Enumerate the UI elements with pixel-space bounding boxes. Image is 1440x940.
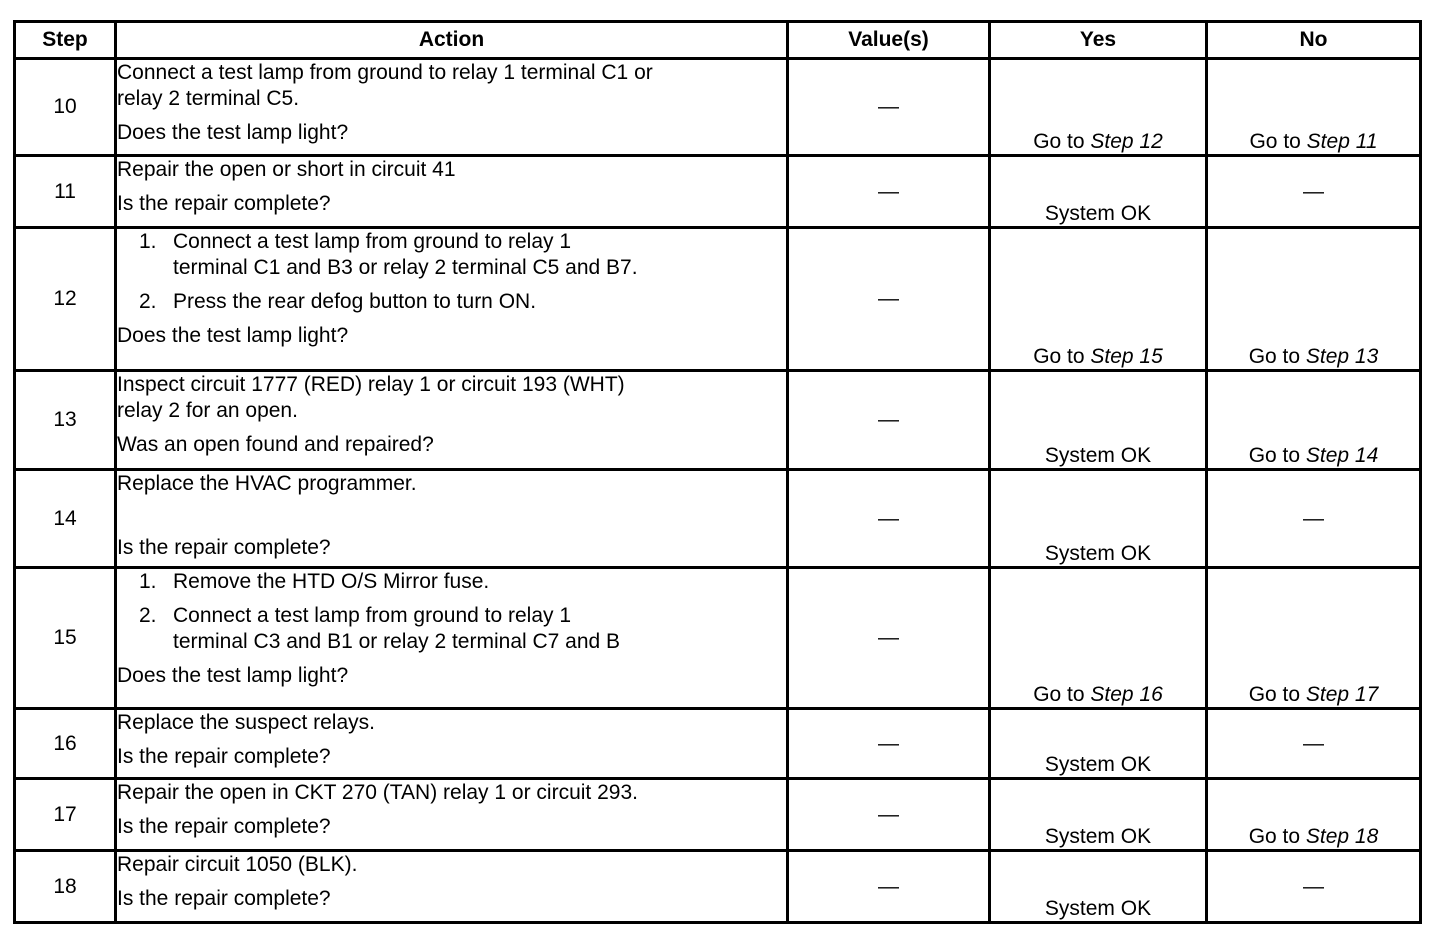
item-text: Connect a test lamp from ground to relay 1 (173, 230, 572, 253)
action-question: Is the repair complete? (117, 745, 331, 768)
value-cell: — (788, 709, 990, 779)
value-cell: — (788, 156, 990, 228)
action-text: Repair the open in CKT 270 (TAN) relay 1 or circuit 293. (117, 781, 638, 804)
item-number: 1. (139, 570, 157, 593)
no-cell (1207, 371, 1421, 470)
step-number: 11 (15, 156, 116, 228)
step-number: 16 (15, 709, 116, 779)
numbered-item (117, 603, 786, 655)
table-row (15, 851, 1421, 923)
table-row (15, 228, 1421, 371)
action-text: Connect a test lamp from ground to relay 1 terminal C1 or (117, 61, 653, 84)
item-text: Press the rear defog button to turn ON. (173, 290, 537, 313)
action-question: Is the repair complete? (117, 536, 331, 559)
value-cell: — (788, 228, 990, 371)
no-cell (1207, 228, 1421, 371)
diagnostic-table (13, 20, 1422, 924)
outcome-prefix: Go to (1248, 444, 1306, 467)
action-cell (116, 779, 788, 851)
action-question: Does the test lamp light? (117, 664, 349, 687)
action-text: Replace the HVAC programmer. (117, 472, 417, 495)
yes-cell: System OK (990, 371, 1207, 470)
no-cell: — (1207, 851, 1421, 923)
step-reference: Step 15 (1090, 345, 1163, 368)
action-cell (116, 156, 788, 228)
action-question: Does the test lamp light? (117, 324, 349, 347)
item-text: terminal C3 and B1 or relay 2 terminal C7 and B (173, 630, 621, 653)
action-cell (116, 371, 788, 470)
step-reference: Step 13 (1305, 345, 1379, 368)
item-number: 1. (139, 230, 157, 253)
table-row (15, 470, 1421, 568)
table-row (15, 371, 1421, 470)
step-reference: Step 17 (1305, 683, 1379, 706)
action-question: Is the repair complete? (117, 192, 331, 215)
outcome-prefix: Go to (1248, 825, 1306, 848)
step-reference: Step 18 (1305, 825, 1379, 848)
numbered-item (117, 569, 786, 595)
no-cell: — (1207, 470, 1421, 568)
action-cell (116, 470, 788, 568)
table-row (15, 156, 1421, 228)
value-cell: — (788, 371, 990, 470)
outcome-prefix: Go to (1249, 130, 1307, 153)
table-row (15, 568, 1421, 709)
step-number: 15 (15, 568, 116, 709)
header-action: Action (116, 22, 788, 59)
item-number: 2. (139, 290, 157, 313)
yes-cell: System OK (990, 851, 1207, 923)
action-cell (116, 709, 788, 779)
step-number: 17 (15, 779, 116, 851)
header-yes: Yes (990, 22, 1207, 59)
action-cell (116, 568, 788, 709)
yes-cell: System OK (990, 779, 1207, 851)
step-number: 12 (15, 228, 116, 371)
step-number: 14 (15, 470, 116, 568)
numbered-item (117, 289, 786, 315)
action-question: Is the repair complete? (117, 887, 331, 910)
value-cell: — (788, 470, 990, 568)
action-question: Was an open found and repaired? (117, 433, 434, 456)
header-step: Step (15, 22, 116, 59)
action-question: Does the test lamp light? (117, 121, 349, 144)
step-reference: Step 12 (1090, 130, 1163, 153)
table-row (15, 59, 1421, 156)
value-cell: — (788, 59, 990, 156)
header-values: Value(s) (788, 22, 990, 59)
table-row (15, 709, 1421, 779)
value-cell: — (788, 779, 990, 851)
action-text: relay 2 terminal C5. (117, 87, 300, 110)
no-cell: — (1207, 709, 1421, 779)
numbered-item (117, 229, 786, 281)
action-text: relay 2 for an open. (117, 399, 298, 422)
table-row (15, 779, 1421, 851)
header-row (15, 22, 1421, 59)
outcome-prefix: Go to (1033, 683, 1091, 706)
action-cell (116, 851, 788, 923)
action-text: Inspect circuit 1777 (RED) relay 1 or circuit 193 (WHT) (117, 373, 625, 396)
yes-cell: System OK (990, 156, 1207, 228)
outcome-prefix: Go to (1248, 683, 1306, 706)
action-text: Repair circuit 1050 (BLK). (117, 853, 358, 876)
yes-cell (990, 59, 1207, 156)
value-cell: — (788, 851, 990, 923)
yes-cell: System OK (990, 470, 1207, 568)
no-cell (1207, 779, 1421, 851)
step-number: 10 (15, 59, 116, 156)
step-number: 13 (15, 371, 116, 470)
outcome-prefix: Go to (1033, 130, 1091, 153)
no-cell: — (1207, 156, 1421, 228)
action-cell (116, 228, 788, 371)
action-text: Repair the open or short in circuit 41 (117, 158, 456, 181)
outcome-prefix: Go to (1033, 345, 1091, 368)
item-text: Remove the HTD O/S Mirror fuse. (173, 570, 490, 593)
header-no: No (1207, 22, 1421, 59)
yes-cell: System OK (990, 709, 1207, 779)
action-cell (116, 59, 788, 156)
outcome-prefix: Go to (1248, 345, 1306, 368)
step-reference: Step 11 (1306, 130, 1378, 153)
no-cell (1207, 568, 1421, 709)
action-text: Replace the suspect relays. (117, 711, 375, 734)
yes-cell (990, 568, 1207, 709)
item-text: terminal C1 and B3 or relay 2 terminal C5 and B7. (173, 256, 638, 279)
table-body (15, 59, 1421, 923)
item-text: Connect a test lamp from ground to relay 1 (173, 604, 572, 627)
item-number: 2. (139, 604, 157, 627)
step-reference: Step 14 (1305, 444, 1379, 467)
step-number: 18 (15, 851, 116, 923)
yes-cell (990, 228, 1207, 371)
step-reference: Step 16 (1090, 683, 1163, 706)
action-question: Is the repair complete? (117, 815, 331, 838)
no-cell (1207, 59, 1421, 156)
spacer (117, 497, 786, 527)
value-cell: — (788, 568, 990, 709)
